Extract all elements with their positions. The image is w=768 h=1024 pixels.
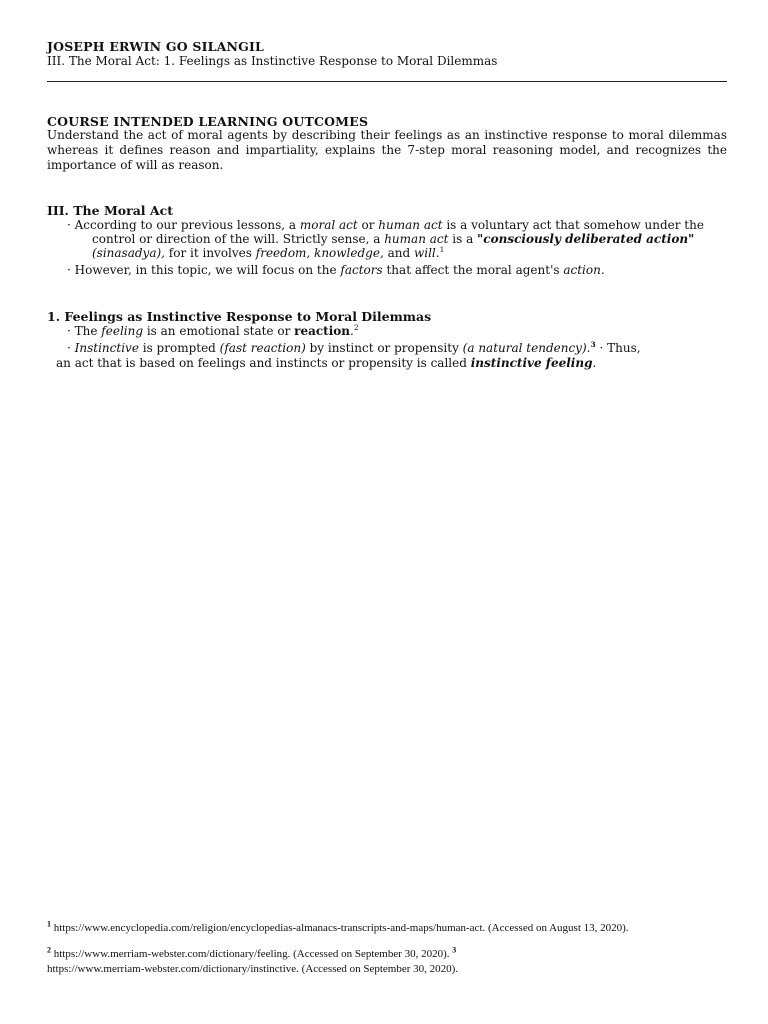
bullet-dot: · xyxy=(67,218,75,232)
moral-act-bullet-1-line-1 xyxy=(67,218,704,232)
term-factors: factors xyxy=(340,263,383,277)
term-freedom-knowledge: freedom, knowledge, xyxy=(255,246,384,260)
text-run: is an emotional state or xyxy=(143,324,295,338)
footnote-3 xyxy=(47,963,727,976)
footnote-1 xyxy=(47,919,727,935)
header-divider xyxy=(47,81,727,82)
term-human-act: human act xyxy=(384,232,449,246)
term-instinctive: Instinctive xyxy=(74,341,139,355)
footnote-1-link-text[interactable]: https://www.encyclopedia.com/religion/encyclopedias-almanacs-transcripts-and-maps/human-act. (Accessed on August 13, 2020). xyxy=(51,922,629,934)
footnote-2-link-text[interactable]: https://www.merriam-webster.com/dictionary/feeling. (Accessed on September 30, 2020). xyxy=(51,948,453,960)
clo-heading: COURSE INTENDED LEARNING OUTCOMES xyxy=(47,114,369,129)
footnote-mark-2: 2 xyxy=(47,945,51,955)
text-run: According to our previous lessons, a xyxy=(74,218,300,232)
bullet-dot: · xyxy=(67,324,75,338)
term-instinctive-feeling: instinctive feeling xyxy=(470,356,593,370)
clo-paragraph: Understand the act of moral agents by describing their feelings as an instinctive response to moral dilemmas whereas it defines reason and impartiality, explains the 7-step moral reasoning model, and recognizes the importance of will as reason. xyxy=(47,128,727,172)
feelings-bullet-2-line-1 xyxy=(67,341,641,355)
text-run: control or direction of the will. Strictly sense, a xyxy=(92,232,385,246)
footnote-3-link-text[interactable]: https://www.merriam-webster.com/dictionary/instinctive. (Accessed on September 30, 2020). xyxy=(47,963,459,975)
term-fast-reaction: (fast reaction) xyxy=(219,341,306,355)
text-run: for it involves xyxy=(164,246,256,260)
term-will: will. xyxy=(413,246,440,260)
term-sinasadya: (sinasadya), xyxy=(92,246,165,260)
footnote-2 xyxy=(47,945,727,961)
term-feeling: feeling xyxy=(101,324,144,338)
term-consciously-deliberated: "consciously deliberated action" xyxy=(477,232,695,246)
feelings-bullet-1 xyxy=(67,324,359,338)
term-natural-tendency: (a natural tendency). xyxy=(462,341,591,355)
moral-act-bullet-1-line-2 xyxy=(92,232,694,246)
feelings-bullet-2-line-2 xyxy=(56,356,596,370)
feelings-heading: 1. Feelings as Instinctive Response to Moral Dilemmas xyxy=(47,309,432,324)
text-run: an act that is based on feelings and instincts or propensity is called xyxy=(56,356,471,370)
document-subtitle: III. The Moral Act: 1. Feelings as Instinctive Response to Moral Dilemmas xyxy=(47,54,498,68)
text-run: . xyxy=(592,356,597,370)
term-moral-act: moral act xyxy=(299,218,358,232)
text-run: However, in this topic, we will focus on the xyxy=(74,263,341,277)
footnote-ref-2: 2 xyxy=(353,323,359,332)
bullet-dot: · xyxy=(67,263,75,277)
text-run: is prompted xyxy=(138,341,220,355)
text-run: and xyxy=(383,246,414,260)
moral-act-bullet-2 xyxy=(67,263,605,277)
bullet-dot: · xyxy=(67,341,75,355)
text-run: is a voluntary act that somehow under the xyxy=(442,218,704,232)
text-run: by instinct or propensity xyxy=(305,341,463,355)
text-run: . xyxy=(350,324,354,338)
term-human-act: human act xyxy=(378,218,443,232)
text-run: that affect the moral agent's xyxy=(382,263,564,277)
footnote-ref-1: 1 xyxy=(439,245,445,254)
text-run: or xyxy=(357,218,379,232)
text-run: · Thus, xyxy=(595,341,641,355)
term-reaction: reaction xyxy=(294,324,351,338)
footnote-mark-1: 1 xyxy=(47,919,51,929)
moral-act-bullet-1-line-3 xyxy=(92,246,444,260)
footnote-ref-3: 3 xyxy=(590,340,596,349)
moral-act-heading: III. The Moral Act xyxy=(47,203,173,218)
footnote-mark-3: 3 xyxy=(452,945,457,955)
author-name: JOSEPH ERWIN GO SILANGIL xyxy=(47,39,265,54)
term-action: action. xyxy=(563,263,605,277)
text-run: is a xyxy=(448,232,478,246)
text-run: The xyxy=(74,324,102,338)
